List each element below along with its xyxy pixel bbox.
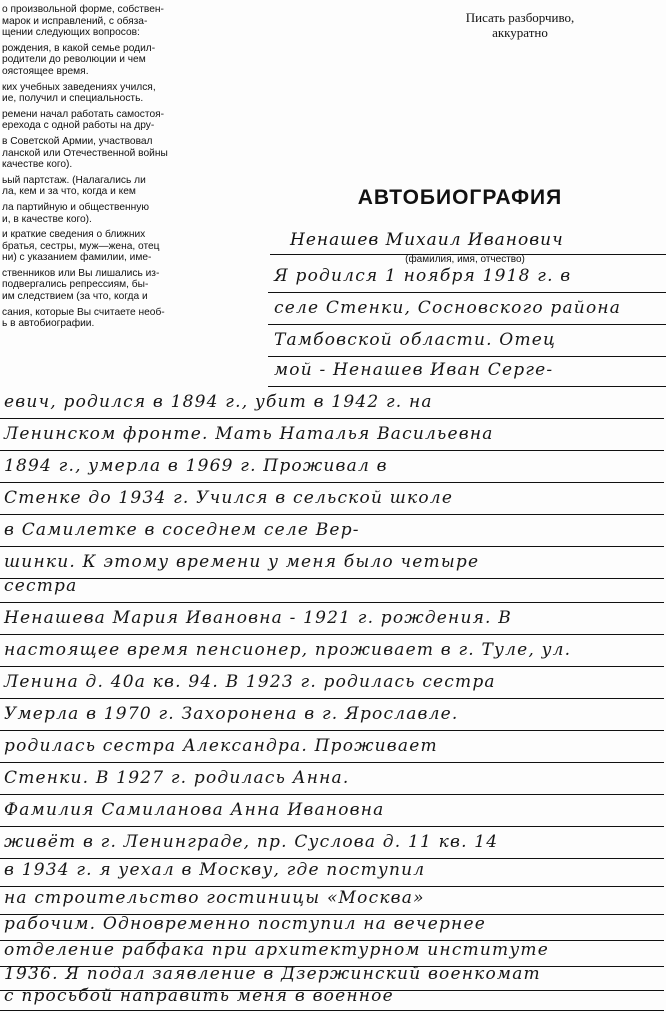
instruction-line: ланской или Отечественной войны bbox=[2, 147, 168, 159]
instruction-item bbox=[2, 307, 198, 330]
instruction-line: ственников или Вы лишались из- bbox=[2, 267, 160, 279]
instruction-line: ьый партстаж. (Налагались ли bbox=[2, 174, 146, 186]
handwritten-line: Стенке до 1934 г. Учился в сельской школе bbox=[0, 484, 664, 515]
handwritten-line: шинки. К этому времени у меня было четыре bbox=[0, 548, 664, 579]
header-note-line: аккуратно bbox=[492, 25, 548, 40]
handwritten-line: 1936. Я подал заявление в Дзержинский военкомат bbox=[0, 960, 664, 991]
handwritten-line: Ленина д. 40а кв. 94. В 1923 г. родилась сестра bbox=[0, 668, 664, 699]
instruction-line: ерехода с одной работы на дру- bbox=[2, 120, 155, 132]
header-note-line: Писать разборчиво, bbox=[465, 10, 575, 25]
instruction-item bbox=[2, 136, 198, 171]
instruction-item bbox=[2, 229, 198, 264]
instruction-line: рождения, в какой семье родил- bbox=[2, 42, 156, 54]
instruction-item bbox=[2, 4, 198, 39]
instruction-item bbox=[2, 202, 198, 225]
instruction-line: ремени начал работать самостоя- bbox=[2, 108, 165, 120]
handwritten-line: селе Стенки, Сосновского района bbox=[268, 294, 666, 325]
handwritten-line: родилась сестра Александра. Проживает bbox=[0, 732, 664, 763]
handwritten-line: Умерла в 1970 г. Захоронена в г. Ярославле. bbox=[0, 700, 664, 731]
instruction-line: и краткие сведения о ближних bbox=[2, 229, 146, 241]
instructions-column bbox=[2, 4, 198, 334]
handwritten-line: в 1934 г. я уехал в Москву, где поступил bbox=[0, 856, 664, 887]
instruction-line: им следствием (за что, когда и bbox=[2, 291, 148, 303]
handwritten-line: мой - Ненашев Иван Серге- bbox=[268, 356, 666, 387]
instruction-item bbox=[2, 175, 198, 198]
handwritten-line: Ненашева Мария Ивановна - 1921 г. рождения. В bbox=[0, 604, 664, 635]
handwritten-line: Я родился 1 ноября 1918 г. в bbox=[268, 262, 666, 293]
instruction-line: марок и исправлений, с обяза- bbox=[2, 15, 148, 27]
instruction-line: подвергались репрессиям, бы- bbox=[2, 279, 149, 291]
instruction-item bbox=[2, 82, 198, 105]
instruction-line: оястоящее время. bbox=[2, 65, 89, 77]
handwritten-line: Фамилия Самиланова Анна Ивановна bbox=[0, 796, 664, 827]
handwritten-line: евич, родился в 1894 г., убит в 1942 г. на bbox=[0, 388, 664, 419]
instruction-line: ие, получил и специальность. bbox=[2, 93, 144, 105]
handwritten-line: 1894 г., умерла в 1969 г. Проживал в bbox=[0, 452, 664, 483]
instruction-item bbox=[2, 43, 198, 78]
handwritten-line: сестра bbox=[0, 572, 664, 603]
name-field: Ненашев Михаил Иванович bbox=[270, 230, 666, 255]
name-field-caption: (фамилия, имя, отчество) bbox=[405, 254, 525, 265]
instruction-line: родители до революции и чем bbox=[2, 54, 146, 66]
handwritten-line: Стенки. В 1927 г. родилась Анна. bbox=[0, 764, 664, 795]
handwritten-line: Ленинском фронте. Мать Наталья Васильевна bbox=[0, 420, 664, 451]
instruction-line: щении следующих вопросов: bbox=[2, 27, 140, 39]
handwritten-line: отделение рабфака при архитектурном институте bbox=[0, 936, 664, 967]
instruction-line: ла партийную и общественную bbox=[2, 201, 149, 213]
instruction-item bbox=[2, 268, 198, 303]
instruction-line: в Советской Армии, участвовал bbox=[2, 135, 153, 147]
handwritten-line: с просьбой направить меня в военное bbox=[0, 982, 664, 1011]
handwritten-line: рабочим. Одновременно поступил на вечернее bbox=[0, 910, 664, 941]
instruction-line: ких учебных заведениях учился, bbox=[2, 81, 156, 93]
handwritten-line: настоящее время пенсионер, проживает в г. Туле, ул. bbox=[0, 636, 664, 667]
handwritten-line: живёт в г. Ленинграде, пр. Суслова д. 11 кв. 14 bbox=[0, 828, 664, 859]
instruction-line: братья, сестры, муж—жена, отец bbox=[2, 240, 160, 252]
instruction-line: о произвольной форме, собствен- bbox=[2, 4, 164, 15]
instruction-line: и, в качестве кого). bbox=[2, 213, 92, 225]
handwritten-line: Тамбовской области. Отец bbox=[268, 326, 666, 357]
instruction-line: ла, кем и за что, когда и кем bbox=[2, 186, 136, 198]
instruction-line: ни) с указанием фамилии, име- bbox=[2, 252, 152, 264]
instruction-line: сания, которые Вы считаете необ- bbox=[2, 306, 165, 318]
document-title: АВТОБИОГРАФИЯ bbox=[357, 186, 563, 209]
handwritten-line: на строительство гостиницы «Москва» bbox=[0, 884, 664, 915]
instruction-line: качестве кого). bbox=[2, 159, 73, 171]
handwritten-line: в Самилетке в соседнем селе Вер- bbox=[0, 516, 664, 547]
instruction-item bbox=[2, 109, 198, 132]
instruction-line: ь в автобиографии. bbox=[2, 318, 95, 330]
header-note bbox=[420, 10, 620, 40]
